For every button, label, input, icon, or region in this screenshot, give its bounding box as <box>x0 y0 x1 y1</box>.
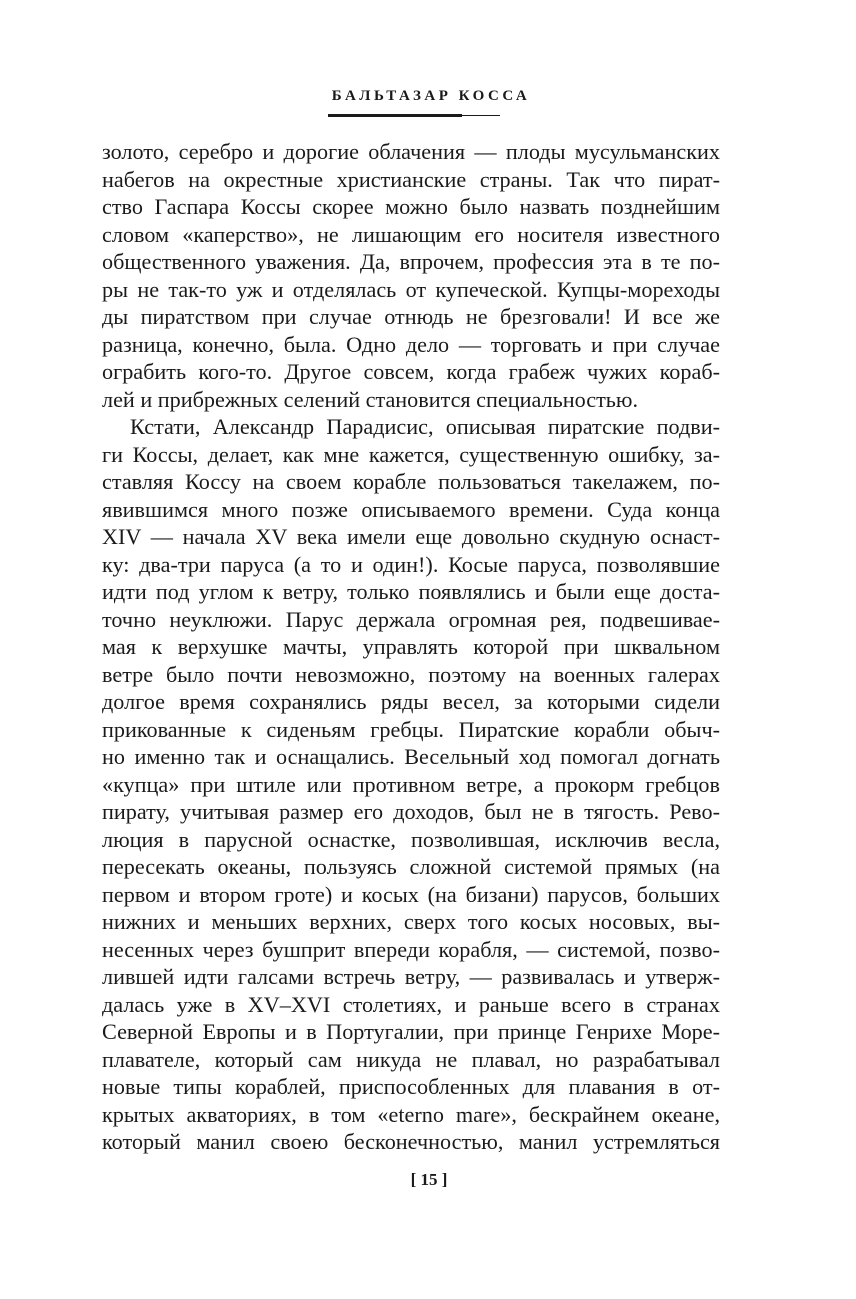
text-line: XIV — начала XV века имели еще довольно скудную оснаст- <box>102 524 720 549</box>
running-head: БАЛЬТАЗАР КОССА <box>331 88 531 104</box>
text-line: золото, серебро и дорогие облачения — плоды мусульманских <box>102 139 720 164</box>
text-line: пересекать океаны, пользуясь сложной системой прямых (на <box>102 854 720 879</box>
paragraph-start-line: Кстати, Александр Парадисис, описывая пиратские подви- <box>130 414 720 439</box>
text-line: люция в парусной оснастке, позволившая, исключив весла, <box>102 826 720 852</box>
text-line: набегов на окрестные христианские страны. Так что пират- <box>102 166 720 192</box>
running-head-rule <box>328 114 462 117</box>
text-line: явившимся много позже описываемого времени. Суда конца <box>102 496 720 522</box>
text-line: новые типы кораблей, приспособленных для плавания в от- <box>102 1074 720 1099</box>
text-line: Северной Европы и в Португалии, при принце Генрихе Море- <box>102 1019 720 1044</box>
text-line: ды пиратством при случае отнюдь не брезговали! И все же <box>102 304 720 329</box>
text-line: общественного уважения. Да, впрочем, профессия эта в те по- <box>102 249 720 274</box>
text-line: прикованные к сиденьям гребцы. Пиратские корабли обыч- <box>102 716 720 742</box>
text-line: долгое время сохранялись ряды весел, за которыми сидели <box>102 689 720 714</box>
text-line: ограбить кого-то. Другое совсем, когда грабеж чужих кораб- <box>102 359 720 384</box>
text-line: но именно так и оснащались. Весельный ход помогал догнать <box>102 744 720 769</box>
text-line: крытых акваториях, в том «eterno mare», бескрайнем океане, <box>102 1101 720 1127</box>
text-line: первом и втором гроте) и косых (на бизани) парусов, больших <box>102 881 720 907</box>
text-line: «купца» при штиле или противном ветре, а прокорм гребцов <box>102 771 720 797</box>
text-line: несенных через бушприт впереди корабля, — системой, позво- <box>102 936 720 962</box>
text-line: нижних и меньших верхних, сверх того косых носовых, вы- <box>102 909 720 934</box>
text-line: который манил своею бесконечностью, манил устремляться <box>102 1129 720 1154</box>
text-line: разница, конечно, была. Одно дело — торговать и при случае <box>102 331 720 357</box>
running-head-rule-thin <box>462 115 500 116</box>
paragraph-end-line: лей и прибрежных селений становится специальностью. <box>102 386 639 412</box>
text-line: лившей идти галсами встречь ветру, — развивалась и утверж- <box>102 964 720 989</box>
text-line: ку: два-три паруса (а то и один!). Косые паруса, позволявшие <box>102 551 720 577</box>
text-line: идти под углом к ветру, только появлялись и были еще доста- <box>102 579 720 604</box>
text-line: ры не так-то уж и отделялась от купеческой. Купцы-мореходы <box>102 276 720 302</box>
text-line: словом «каперство», не лишающим его носителя известного <box>102 221 720 247</box>
text-line: ставляя Коссу на своем корабле пользоваться такелажем, по- <box>102 469 720 494</box>
text-line: пирату, учитывая размер его доходов, был не в тягость. Рево- <box>102 799 720 824</box>
page-number: [ 15 ] <box>410 1170 448 1189</box>
text-line: плавателе, который сам никуда не плавал, но разрабатывал <box>102 1046 720 1072</box>
text-line: ги Коссы, делает, как мне кажется, существенную ошибку, за- <box>102 441 720 467</box>
text-line: точно неуклюжи. Парус держала огромная рея, подвешивае- <box>102 606 720 632</box>
text-line: ветре было почти невозможно, поэтому на военных галерах <box>102 661 720 687</box>
text-line: далась уже в XV–XVI столетиях, и раньше всего в странах <box>102 991 720 1017</box>
text-line: мая к верхушке мачты, управлять которой при шквальном <box>102 634 720 659</box>
text-line: ство Гаспара Коссы скорее можно было назвать позднейшим <box>102 194 720 219</box>
body-text <box>102 138 720 1156</box>
